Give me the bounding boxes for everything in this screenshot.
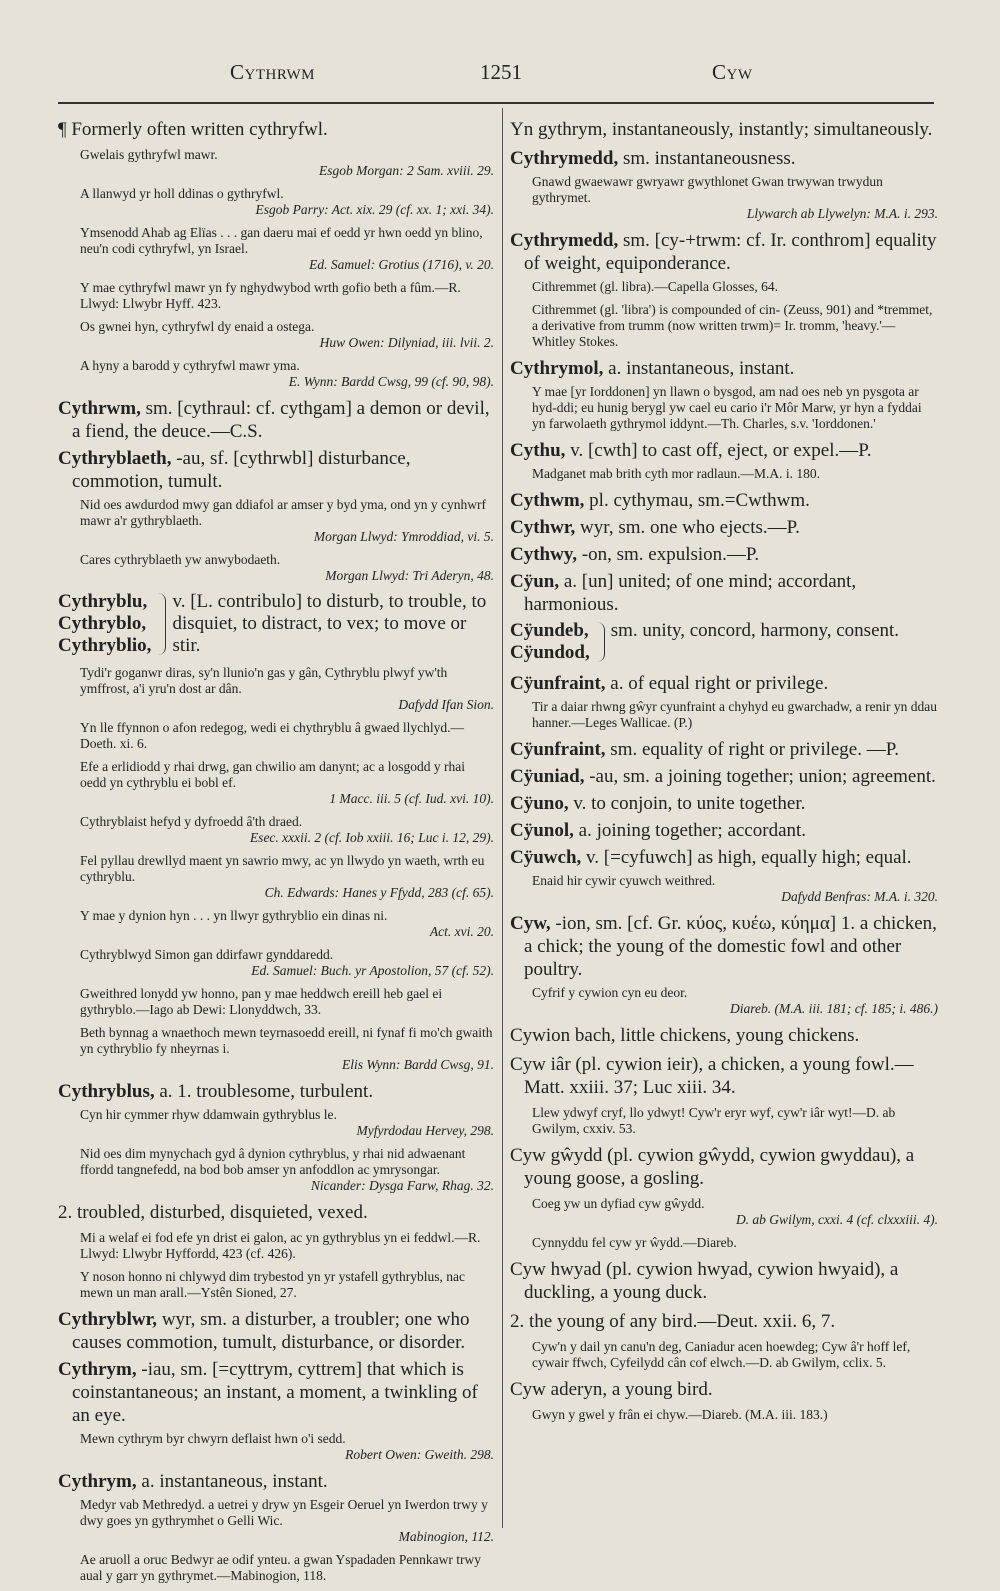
dictionary-entry: Cythu, v. [cwth] to cast off, eject, or expel.—P. [510,440,872,461]
quotation: Cythryblwyd Simon gan ddirfawr gynddaredd. Ed. Samuel: Buch. yr Apostolion, 57 (cf. 52). [80,947,494,978]
subentry: Cyw aderyn, a young bird. [510,1379,713,1400]
quotation: A hyny a barodd y cythryfwl mawr yma. E. Wynn: Bardd Cwsg, 99 (cf. 90, 98). [80,358,494,389]
usage-note: ¶ Formerly often written cythryfwl. [58,119,328,140]
headword: Cyw, [510,913,551,934]
quotation: Os gwnei hyn, cythryfwl dy enaid a ostega. Huw Owen: Dilyniad, iii. lvii. 2. [80,319,494,350]
quotation: Enaid hir cywir cyuwch weithred. Dafydd Benfras: M.A. i. 320. [532,873,938,904]
headword: Cÿunfraint, [510,673,606,694]
headword: Cÿuno, [510,793,569,814]
quotation: Cyw'n y dail yn canu'n deg, Caniadur acen hoewdeg; Cyw â'r hoff lef, cywair ffwch, Cyfeilydd cân cof elwch.—D. ab Gwilym, cclix. 5. [532,1339,911,1370]
quotation: Nid oes dim mynychach gyd â dynion cythryblus, y rhai nid adwaenant ffordd tangnefedd, na bod bob amser yn anfoddlon ac ymrysongar. Nicander: Dysga Farw, Rhag. 32. [80,1146,494,1193]
header-right-guideword: Cyw [712,60,753,84]
quotation: Llew ydwyf cryf, llo ydwyt! Cyw'r eryr wyf, cyw'r iâr wyt!—D. ab Gwilym, cxxiv. 53. [532,1105,896,1136]
quotation: Nid oes awdurdod mwy gan ddiafol ar amser y byd yma, ond yn y cynhwrf mawr a'r gythryblaeth. Morgan Llwyd: Ymroddiad, vi. 5. [80,497,494,544]
dictionary-entry: Cythryblaeth, -au, sf. [cythrwbl] disturbance, commotion, tumult. [58,448,411,492]
page-number: 1251 [480,60,522,84]
headword: Cÿuwch, [510,847,582,868]
dictionary-entry: Cyw, -ion, sm. [cf. Gr. κύος, κυέω, κύημα] 1. a chicken, a chick; the young of the domestic fowl and other poultry. [510,913,937,980]
dictionary-entry: Cÿun, a. [un] united; of one mind; accordant, harmonious. [510,571,857,615]
dictionary-entry: Cythrymedd, sm. instantaneousness. [510,148,796,169]
quotation: Cyn hir cymmer rhyw ddamwain gythryblus le. Myfyrdodau Hervey, 298. [80,1107,494,1138]
dictionary-entry: Cythrym, -iau, sm. [=cyttrym, cyttrem] that which is coinstantaneous; an instant, a moment, a twinkling of an eye. [58,1359,478,1426]
header-rule [58,102,934,104]
quotation: Yn lle ffynnon o afon redegog, wedi ei chythryblu â gwaed llychlyd.—Doeth. xi. 6. [80,720,465,751]
quotation: Cythryblaist hefyd y dyfroedd â'th draed. Esec. xxxii. 2 (cf. Iob xxiii. 16; Luc i. 12, 29). [80,814,494,845]
subentry: Cyw iâr (pl. cywion ieir), a chicken, a young fowl.—Matt. xxiii. 37; Luc xiii. 34. [510,1054,914,1098]
running-header [0,60,1000,96]
dictionary-entry: Cÿunfraint, a. of equal right or privilege. [510,673,829,694]
left-column [58,118,494,1591]
quotation: Beth bynnag a wnaethoch mewn teyrnasoedd ereill, ni fynaf fi mo'ch gwaith yn cythryblio fy nheyrnas i. Elis Wynn: Bardd Cwsg, 91. [80,1025,494,1072]
brace-icon [590,622,605,662]
headword-group: Cÿundeb, Cÿundod, [510,620,590,663]
sense-definition: 2. troubled, disturbed, disquieted, vexed. [58,1202,368,1223]
headword: Cythrymedd, [510,230,619,251]
headword: Cythwr, [510,517,576,538]
dictionary-entry: Cythryblwr, wyr, sm. a disturber, a troubler; one who causes commotion, tumult, disturbance, or disorder. [58,1309,470,1353]
quotation: Cynnyddu fel cyw yr ŵydd.—Diareb. [532,1235,737,1250]
quotation: Y noson honno ni chlywyd dim trybestod yn yr ystafell gythryblus, nac mewn un man arall.—Ystên Sioned, 27. [80,1269,465,1300]
quotation: Fel pyllau drewllyd maent yn sawrio mwy, ac yn llwydo yn waeth, wrth eu cythryblu. Ch. Edwards: Hanes y Ffydd, 283 (cf. 65). [80,853,494,900]
quotation: Y mae y dynion hyn . . . yn llwyr gythryblio ein dinas ni. Act. xvi. 20. [80,908,494,939]
quotation: Mewn cythrym byr chwyrn deflaist hwn o'i sedd. Robert Owen: Gweith. 298. [80,1431,494,1462]
dictionary-entry: Cÿunol, a. joining together; accordant. [510,820,807,841]
dictionary-entry: Cythrymol, a. instantaneous, instant. [510,358,795,379]
quotation: Ae aruoll a oruc Bedwyr ae odif ynteu. a gwan Yspadaden Pennkawr trwy aual y garr yn gythrymet.—Mabinogion, 118. [80,1552,481,1583]
headword-group: Cythryblu, Cythryblo, Cythryblio, [58,591,152,656]
quotation: Efe a erlidiodd y rhai drwg, gan chwilio am danynt; ac a losgodd y rhai oedd yn cythryblu ei bobl ef. 1 Macc. iii. 5 (cf. Iud. xvi. 10). [80,759,494,806]
quotation: Gwyn y gwel y frân ei chyw.—Diareb. (M.A. iii. 183.) [532,1407,828,1422]
dictionary-entry: Cÿuwch, v. [=cyfuwch] as high, equally high; equal. [510,847,912,868]
quotation: A llanwyd yr holl ddinas o gythryfwl. Esgob Parry: Act. xix. 29 (cf. xx. 1; xxi. 34). [80,186,494,217]
quotation: Y mae cythryfwl mawr yn fy nghydwybod wrth gofio beth a fûm.—R. Llwyd: Llwybr Hyff. 423. [80,280,461,311]
headword: Cÿunfraint, [510,739,606,760]
dictionary-entry: Cÿuniad, -au, sm. a joining together; union; agreement. [510,766,936,787]
dictionary-entry: Cythwm, pl. cythymau, sm.=Cwthwm. [510,490,810,511]
quotation: Gwelais gythryfwl mawr. Esgob Morgan: 2 Sam. xviii. 29. [80,147,494,178]
dictionary-entry: Cÿunfraint, sm. equality of right or privilege. —P. [510,739,899,760]
dictionary-entry: Cythwr, wyr, sm. one who ejects.—P. [510,517,800,538]
headword: Cythryblaeth, [58,448,172,469]
quotation: Coeg yw un dyfiad cyw gŵydd. D. ab Gwilym, cxxi. 4 (cf. clxxxiii. 4). [532,1196,938,1227]
quotation: Gweithred lonydd yw honno, pan y mae heddwch ereill heb gael ei gythryblo.—Iago ab Dewi: Llonyddwch, 33. [80,986,443,1017]
brace-icon [151,593,166,655]
headword: Cÿuniad, [510,766,585,787]
headword: Cythryblwr, [58,1309,158,1330]
headword: Cythwm, [510,490,585,511]
headword: Cythryblus, [58,1081,155,1102]
grouped-entry: Cÿundeb, Cÿundod, sm. unity, concord, harmony, consent. [510,620,900,663]
quotation: Tydi'r goganwr diras, sy'n llunio'n gas y gân, Cythryblu plwyf yw'th ymffrost, a'i yru'n dost ar dân. Dafydd Ifan Sion. [80,665,494,712]
column-divider [502,108,503,1528]
headword: Cythrwm, [58,398,141,419]
quotation: Tir a daiar rhwng gŵyr cyunfraint a chyhyd eu gwarchadw, a renir yn ddau hanner.—Leges Wallicae. (P.) [532,699,937,730]
dictionary-entry: Cythrwm, sm. [cythraul: cf. cythgam] a demon or devil, a fiend, the deuce.—C.S. [58,398,490,442]
sense-definition: 2. the young of any bird.—Deut. xxii. 6, 7. [510,1311,836,1332]
dictionary-entry: Cythrym, a. instantaneous, instant. [58,1471,328,1492]
dictionary-entry: Cythwy, -on, sm. expulsion.—P. [510,544,760,565]
quotation: Y mae [yr Iorddonen] yn llawn o bysgod, am nad oes neb yn pysgota ar hyd-ddi; eu hunig berygl yw cael eu cario i'r Môr Marw, yr hyn a fyddai yn farwolaeth gythrymol iddynt.—Th. Charles, s.v. 'Iorddonen.' [532,384,922,431]
quotation: Madganet mab brith cyth mor radlaun.—M.A. i. 180. [532,466,820,481]
headword: Cÿun, [510,571,560,592]
right-column [510,118,938,1430]
headword: Cythrymedd, [510,148,619,169]
quotation: Cithremmet (gl. 'libra') is compounded of cin- (Zeuss, 901) and *tremmet, a derivative from trumm (now written trwm)= Ir. tromm, 'heavy.'—Whitley Stokes. [532,302,933,349]
subentry: Cyw hwyad (pl. cywion hwyad, cywion hwyaid), a duckling, a young duck. [510,1259,899,1303]
subentry: Cywion bach, little chickens, young chickens. [510,1025,860,1046]
quotation: Mi a welaf ei fod efe yn drist ei galon, ac yn gythryblus yn ei feddwl.—R. Llwyd: Llwybr Hyffordd, 423 (cf. 426). [80,1230,481,1261]
quotation: Gnawd gwaewawr gwryawr gwythlonet Gwan trwywan trwydun gythrymet. Llywarch ab Llywelyn: M.A. i. 293. [532,174,938,221]
quotation: Cares cythryblaeth yw anwybodaeth. Morgan Llwyd: Tri Aderyn, 48. [80,552,494,583]
headword: Cythwy, [510,544,578,565]
header-left-guideword: Cythrwm [230,60,316,84]
headword: Cythrymol, [510,358,604,379]
quotation: Medyr vab Methredyd. a uetrei y dryw yn Esgeir Oeruel yn Iwerdon trwy y dwy goes yn gythrymhet o Gelli Wic. Mabinogion, 112. [80,1497,494,1544]
quotation: Cithremmet (gl. libra).—Capella Glosses, 64. [532,279,778,294]
quotation: Cyfrif y cywion cyn eu deor. Diareb. (M.A. iii. 181; cf. 185; i. 486.) [532,985,938,1016]
continued-definition: Yn gythrym, instantaneously, instantly; simultaneously. [510,119,933,140]
headword: Cythrym, [58,1471,137,1492]
subentry: Cyw gŵydd (pl. cywion gŵydd, cywion gwyddau), a young goose, a gosling. [510,1145,915,1189]
dictionary-entry: Cÿuno, v. to conjoin, to unite together. [510,793,806,814]
grouped-entry: Cythryblu, Cythryblo, Cythryblio, v. [L. contribulo] to disturb, to trouble, to disquiet, to distract, to vex; to move or stir. [58,591,487,656]
dictionary-entry: Cythryblus, a. 1. troublesome, turbulent. [58,1081,374,1102]
headword: Cÿunol, [510,820,574,841]
quotation: Ymsenodd Ahab ag Elïas . . . gan daeru mai ef oedd yr hwn oedd yn blino, neu'n codi cythryfwl, yn Israel. Ed. Samuel: Grotius (1716), v. 20. [80,225,494,272]
headword: Cythrym, [58,1359,137,1380]
headword: Cythu, [510,440,566,461]
dictionary-entry: Cythrymedd, sm. [cy-+trwm: cf. Ir. conthrom] equality of weight, equiponderance. [510,230,937,274]
